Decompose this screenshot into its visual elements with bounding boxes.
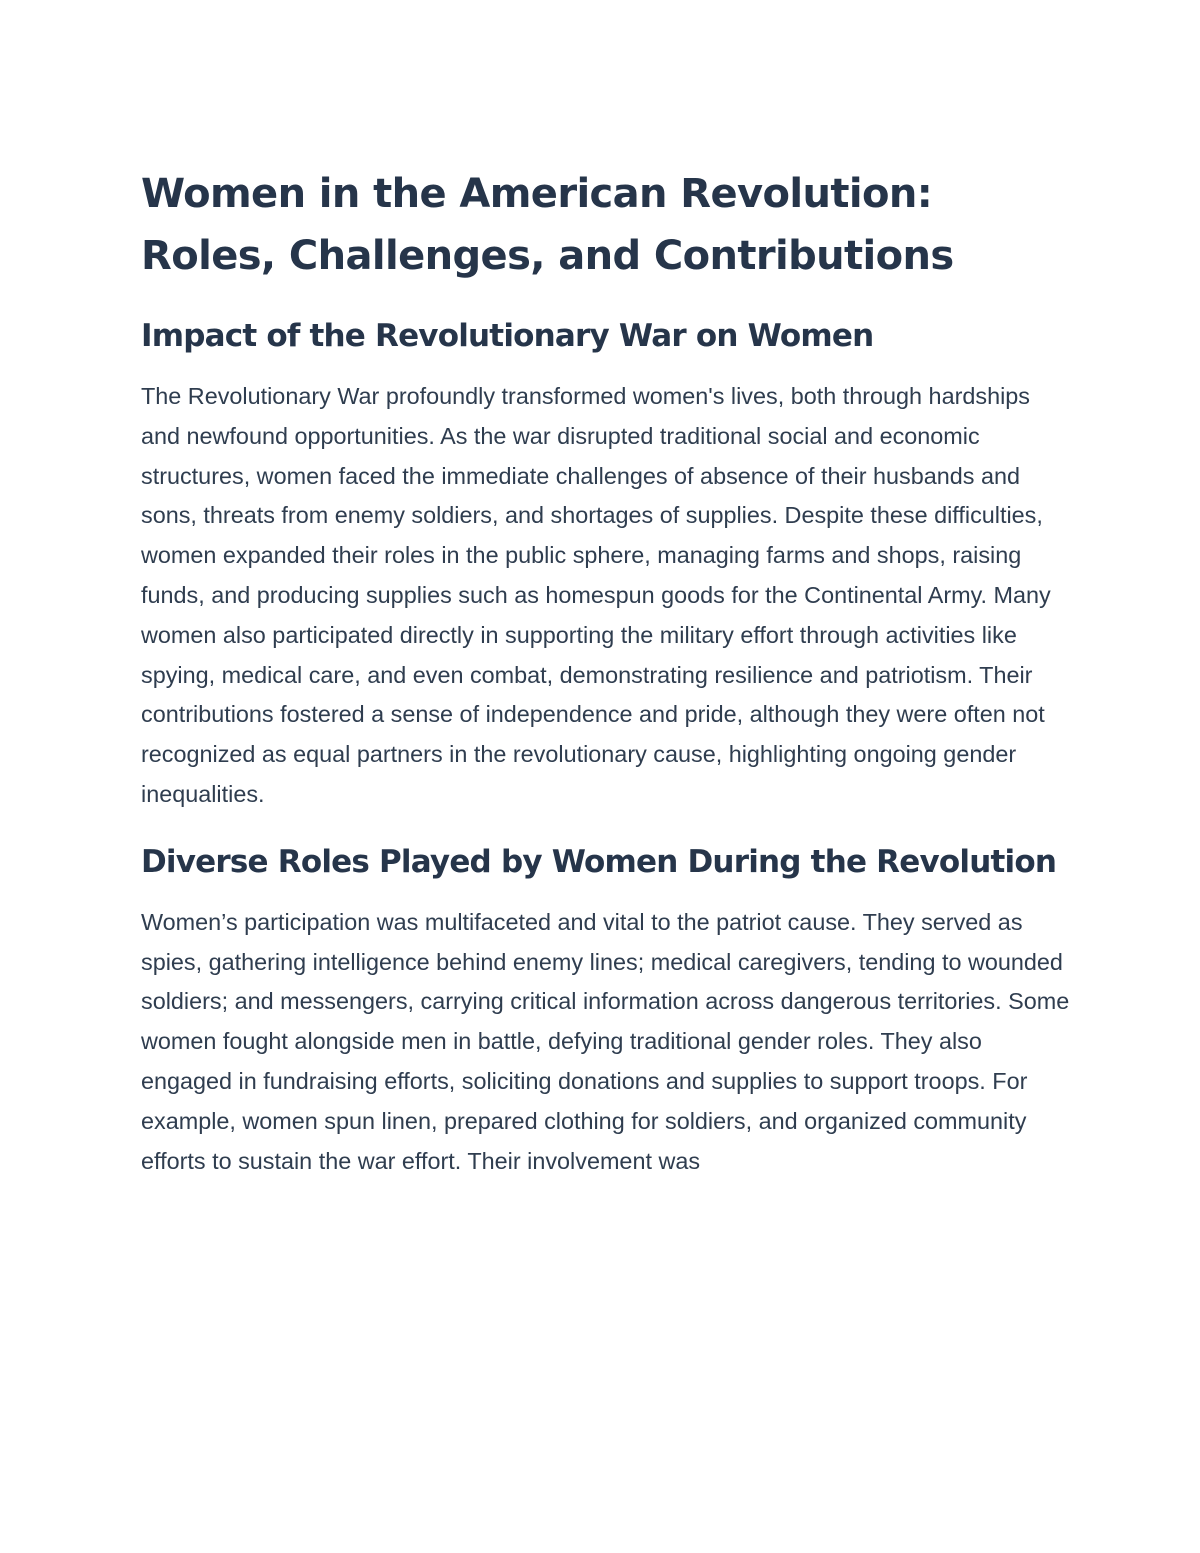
section-body-diverse-roles: Women’s participation was multifaceted and vital to the patriot cause. They served as spies, gathering intelligence behind enemy lines; medical caregivers, tending to wounded soldiers; and messengers, carrying critical information across dangerous territories. Some women fought alongside men in battle, defying traditional gender roles. They also engaged in fundraising efforts, soliciting donations and supplies to support troops. For example, women spun linen, prepared clothing for soldiers, and organized community efforts to sustain the war effort. Their involvement was — [141, 908, 1070, 1174]
section-body-impact: The Revolutionary War profoundly transformed women's lives, both through hardships and newfound opportunities. As the war disrupted traditional social and economic structures, women faced the immediate challenges of absence of their husbands and sons, threats from enemy soldiers, and shortages of supplies. Despite these difficulties, women expanded their roles in the public sphere, managing farms and shops, raising funds, and producing supplies such as homespun goods for the Continental Army. Many women also participated directly in supporting the military effort through activities like spying, medical care, and even combat, demonstrating resilience and patriotism. Their contributions fostered a sense of independence and pride, although they were often not recognized as equal partners in the revolutionary cause, highlighting ongoing gender inequalities. — [141, 383, 1051, 807]
section-heading-impact: Impact of the Revolutionary War on Women — [141, 318, 874, 354]
document-title: Women in the American Revolution: Roles, Challenges, and Contributions — [141, 171, 954, 279]
section-heading-diverse-roles: Diverse Roles Played by Women During the Revolution — [141, 843, 1057, 880]
document-page — [141, 163, 1071, 1181]
